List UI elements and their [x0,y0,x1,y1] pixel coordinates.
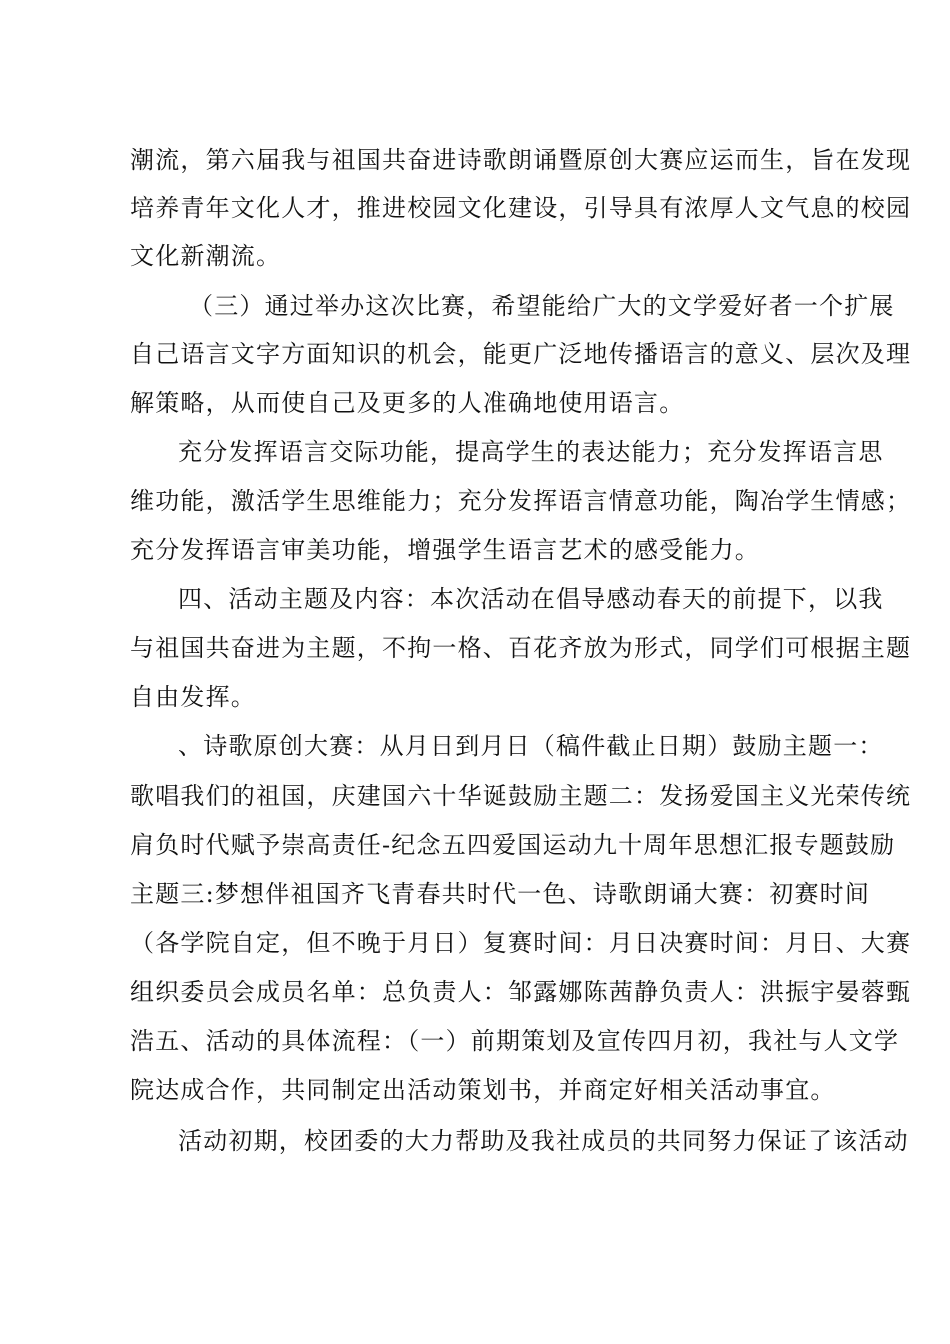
text-line: 培养青年文化人才，推进校园文化建设，引导具有浓厚人文气息的校园 [130,194,912,222]
text-line: 文化新潮流。 [130,242,282,270]
text-line: （三）通过举办这次比赛，希望能给广大的文学爱好者一个扩展 [189,292,895,320]
text-line: 解策略，从而使自己及更多的人准确地使用语言。 [130,389,685,417]
text-line: 潮流，第六届我与祖国共奋进诗歌朗诵暨原创大赛应运而生，旨在发现 [130,146,912,174]
text-line: 自由发挥。 [130,683,256,711]
text-line: 肩负时代赋予崇高责任-纪念五四爱国运动九十周年思想汇报专题鼓励 [130,831,896,859]
text-line: 浩五、活动的具体流程：（一）前期策划及宣传四月初，我社与人文学 [130,1027,900,1055]
text-line: 与祖国共奋进为主题，不拘一格、百花齐放为形式，同学们可根据主题 [130,634,912,662]
text-line: 活动初期，校团委的大力帮助及我社成员的共同努力保证了该活动 [178,1127,909,1155]
text-line: 歌唱我们的祖国，庆建国六十华诞鼓励主题二：发扬爱国主义光荣传统 [130,782,912,810]
text-line: （各学院自定，但不晚于月日）复赛时间：月日决赛时间：月日、大赛 [130,929,912,957]
text-line: 充分发挥语言审美功能，增强学生语言艺术的感受能力。 [130,536,760,564]
text-line: 自己语言文字方面知识的机会，能更广泛地传播语言的意义、层次及理 [130,340,912,368]
text-line: 四、活动主题及内容：本次活动在倡导感动春天的前提下，以我 [178,585,884,613]
text-line: 、诗歌原创大赛：从月日到月日（稿件截止日期）鼓励主题一： [178,732,884,760]
text-line: 充分发挥语言交际功能，提高学生的表达能力；充分发挥语言思 [178,438,884,466]
text-line: 院达成合作，共同制定出活动策划书，并商定好相关活动事宜。 [130,1076,836,1104]
text-line: 组织委员会成员名单：总负责人：邹露娜陈茜静负责人：洪振宇晏蓉甄 [130,978,912,1006]
text-line: 主题三:梦想伴祖国齐飞青春共时代一色、诗歌朗诵大赛：初赛时间 [130,880,871,908]
text-line: 维功能，激活学生思维能力；充分发挥语言情意功能，陶冶学生情感； [130,487,912,515]
